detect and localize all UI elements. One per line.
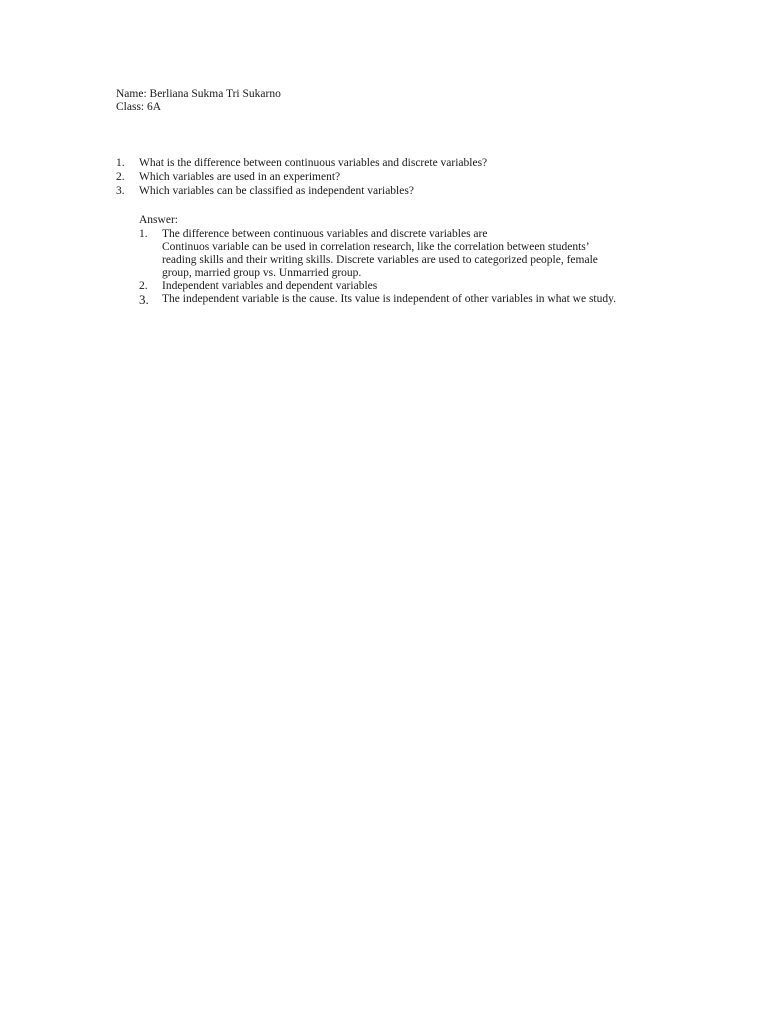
answer-line: Independent variables and dependent variables bbox=[162, 280, 378, 292]
document-header bbox=[116, 88, 281, 114]
question-number: 2. bbox=[116, 171, 125, 183]
question-item bbox=[116, 157, 716, 171]
question-text: Which variables can be classified as independent variables? bbox=[139, 185, 414, 197]
question-number: 3. bbox=[116, 185, 125, 197]
answer-line: Continuos variable can be used in correlation research, like the correlation between students’ bbox=[162, 241, 590, 253]
answer-number: 1. bbox=[139, 228, 148, 240]
answer-section bbox=[139, 214, 699, 306]
answer-line: group, married group vs. Unmarried group. bbox=[162, 267, 362, 279]
answer-number: 2. bbox=[139, 280, 148, 292]
answer-line: The independent variable is the cause. Its value is independent of other variables in what we study. bbox=[162, 293, 616, 305]
question-item bbox=[116, 185, 716, 199]
answer-item bbox=[139, 228, 699, 280]
question-item bbox=[116, 171, 716, 185]
answer-text bbox=[162, 293, 699, 306]
answer-item bbox=[139, 293, 699, 306]
question-text: Which variables are used in an experiment? bbox=[139, 171, 341, 183]
answer-line: The difference between continuous variables and discrete variables are bbox=[162, 228, 488, 240]
question-text: What is the difference between continuous variables and discrete variables? bbox=[139, 157, 488, 169]
answer-text bbox=[162, 228, 699, 280]
student-name: Name: Berliana Sukma Tri Sukarno bbox=[116, 88, 281, 100]
answer-number: 3. bbox=[139, 292, 149, 307]
answer-item bbox=[139, 280, 699, 293]
question-number: 1. bbox=[116, 157, 125, 169]
answer-text bbox=[162, 280, 699, 293]
answer-line: reading skills and their writing skills. Discrete variables are used to categorized people, female bbox=[162, 254, 598, 266]
answer-heading: Answer: bbox=[139, 214, 178, 226]
question-list bbox=[116, 157, 716, 199]
student-class: Class: 6A bbox=[116, 101, 162, 113]
